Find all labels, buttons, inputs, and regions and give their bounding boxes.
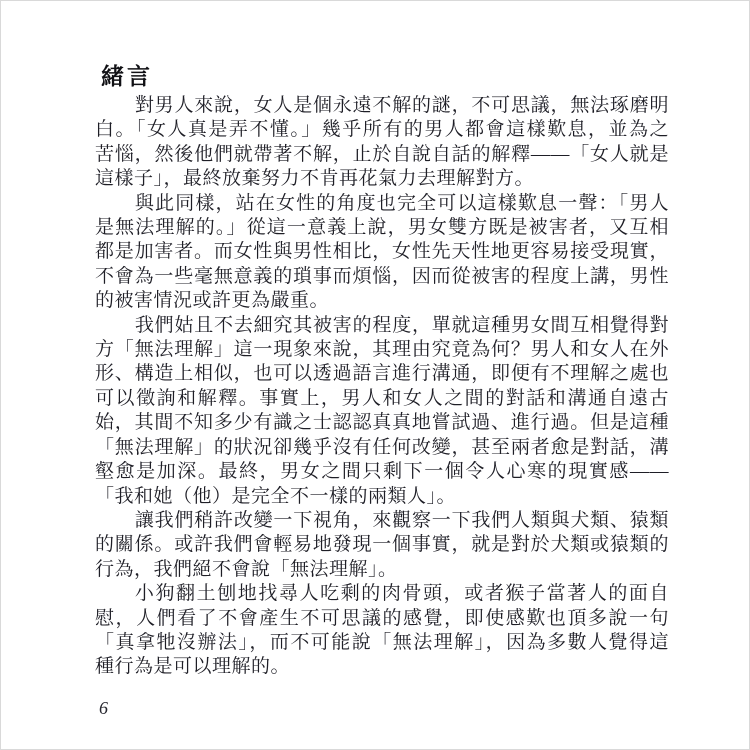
page-number: 6: [99, 698, 108, 718]
paragraph: [95, 94, 669, 192]
text-line: 我們姑且不去細究其被害的程度，單就這種男女間互相覺得對: [134, 314, 669, 336]
text-line: 不會為一些毫無意義的瑣事而煩惱，因而從被害的程度上講，男性: [95, 265, 669, 287]
text-line: 慰，人們看了不會產生不可思議的感覺，即使感歎也頂多說一句: [95, 607, 669, 629]
text-line: 讓我們稍許改變一下視角，來觀察一下我們人類與犬類、猿類: [134, 509, 669, 531]
text-line: 對男人來說，女人是個永遠不解的謎，不可思議，無法琢磨明: [134, 95, 669, 116]
text-line: 可以徵詢和解釋。事實上，男人和女人之間的對話和溝通自遠古: [95, 387, 669, 409]
text-line: 行為，我們絕不會說「無法理解」。: [95, 558, 398, 580]
text-line: 始，其間不知多少有識之士認認真真地嘗試過、進行過。但是這種: [95, 412, 669, 434]
text-line: 都是加害者。而女性與男性相比，女性先天性地更容易接受現實，: [95, 241, 669, 263]
paragraph: [95, 314, 669, 509]
text-line: 形、構造上相似，也可以透過語言進行溝通，即便有不理解之處也: [95, 363, 669, 385]
text-line: 這樣子」，最終放棄努力不肯再花氣力去理解對方。: [95, 168, 535, 190]
paragraph: [95, 192, 669, 314]
text-line: 種行為是可以理解的。: [95, 656, 291, 678]
text-line: 方「無法理解」這一現象來說，其理由究竟為何？男人和女人在外: [95, 339, 669, 361]
text-line: 「無法理解」的狀況卻幾乎沒有任何改變，甚至兩者愈是對話，溝: [95, 436, 669, 458]
text-line: 壑愈是加深。最終，男女之間只剩下一個令人心寒的現實感——: [95, 461, 669, 483]
text-line: 白。「女人真是弄不懂。」幾乎所有的男人都會這樣歎息，並為之: [95, 119, 669, 141]
chapter-title: 緒言: [101, 64, 153, 90]
text-line: 是無法理解的。」從這一意義上說，男女雙方既是被害者，又互相: [95, 217, 669, 239]
text-line: 與此同樣，站在女性的角度也完全可以這樣歎息一聲：「男人: [134, 192, 669, 214]
text-line: 的被害情況或許更為嚴重。: [95, 290, 330, 312]
text-line: 的關係。或許我們會輕易地發現一個事實，就是對於犬類或猿類的: [95, 534, 669, 556]
text-line: 小狗翻土刨地找尋人吃剩的肉骨頭，或者猴子當著人的面自: [134, 583, 669, 605]
text-line: 「我和她（他）是完全不一樣的兩類人」。: [95, 485, 457, 507]
paragraph: [95, 582, 669, 680]
body-text: [95, 94, 669, 680]
text-line: 「真拿牠沒辦法」，而不可能說「無法理解」，因為多數人覺得這: [95, 631, 669, 653]
text-line: 苦惱，然後他們就帶著不解，止於自說自話的解釋——「女人就是: [95, 143, 669, 165]
paragraph: [95, 509, 669, 582]
